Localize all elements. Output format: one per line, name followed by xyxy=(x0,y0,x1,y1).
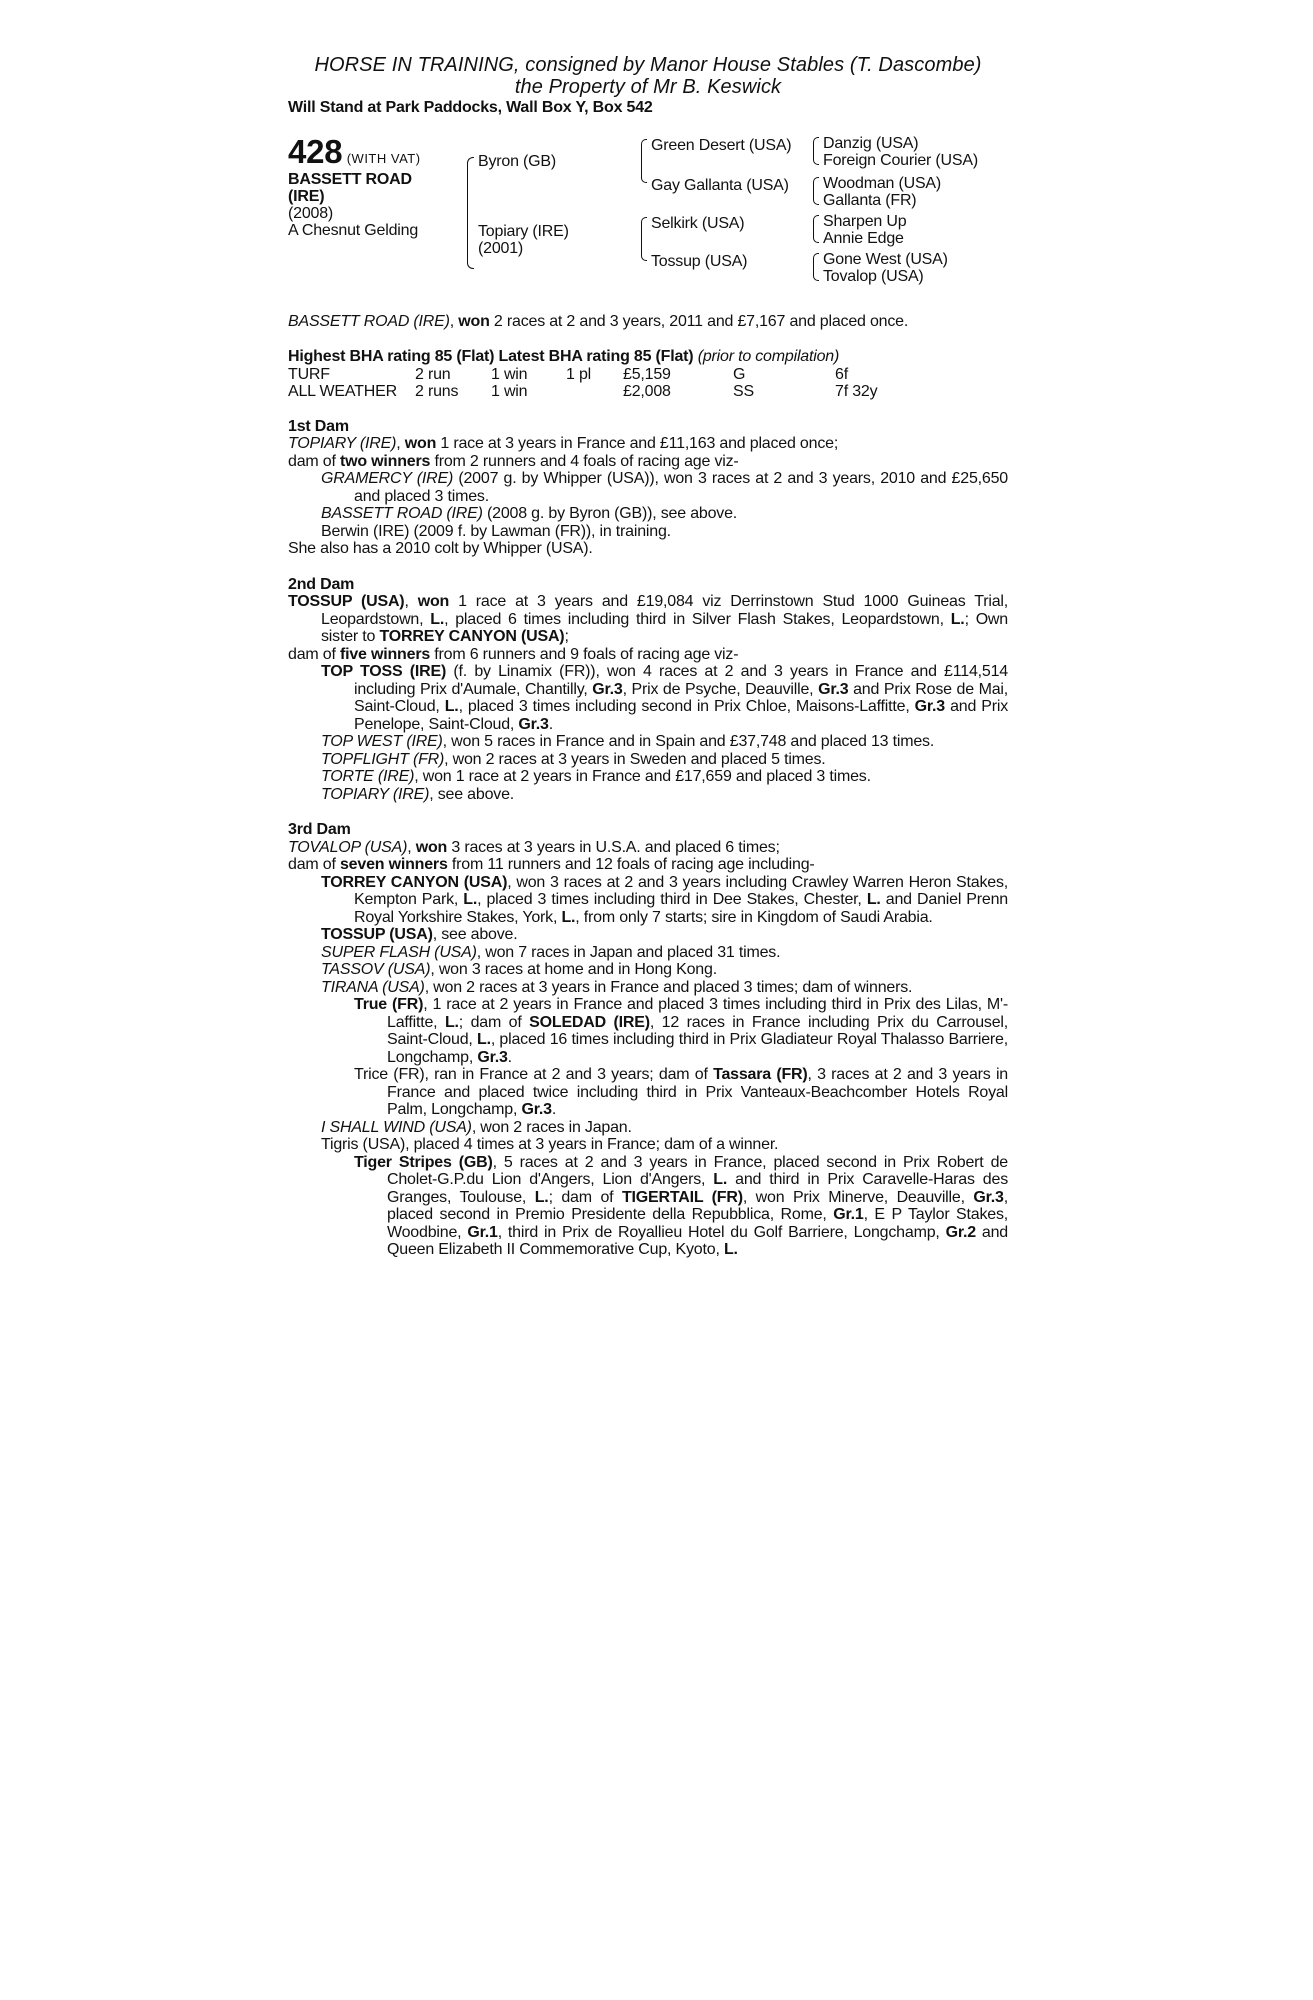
text: 1 race at 3 years and £19,084 viz Derrinstown Stud 1000 Guineas Trial, Leopardstown, xyxy=(321,593,1009,628)
summary-horse-name: BASSETT ROAD (IRE) xyxy=(288,312,450,330)
text: , see above. xyxy=(432,926,518,943)
table-cell: £2,008 xyxy=(623,382,671,400)
progeny-name: TORTE (IRE) xyxy=(321,768,415,785)
text: . xyxy=(507,1048,512,1066)
won-label: won xyxy=(417,593,450,610)
text: ; dam of xyxy=(548,1188,614,1206)
table-cell: 2 run xyxy=(415,365,451,383)
table-cell: 1 pl xyxy=(566,365,591,383)
text: (f. by Linamix (FR)), won 4 races at 2 and 3 years in France and £114,514 including Prix d'Aumale, Chantilly, xyxy=(354,663,1008,698)
grandprogeny-entry xyxy=(288,996,1008,1066)
grade-label: Gr.3 xyxy=(521,1101,552,1118)
text: , from only 7 starts; sire in Kingdom of Saudi Arabia. xyxy=(575,908,933,926)
pedigree-block xyxy=(288,132,1008,295)
text: , won 1 race at 2 years in France and £17,659 and placed 3 times. xyxy=(414,768,871,785)
progeny-name: SOLEDAD (IRE) xyxy=(529,1013,650,1031)
header-property: the Property of Mr B. Keswick xyxy=(514,76,782,98)
gen3-sdd: Gallanta (FR) xyxy=(823,191,917,209)
second-dam-line1: TOSSUP (USA), won 1 race at 3 years and £19,084 viz Derrinstown Stud 1000 Guineas Trial, Leopardstown, L., placed 6 times including third in Silver Flash Stakes, Leopardstown, L.; Own sister to TORREY CANYON (USA); xyxy=(288,593,1009,645)
table-cell: 1 win xyxy=(491,382,528,400)
table-cell: SS xyxy=(733,382,754,400)
grade-label: Gr.3 xyxy=(518,715,549,733)
text: , 5 races at 2 and 3 years in France, placed second in Prix Robert de Cholet-G.P.du Lion d'Angers, Lion d'Angers, xyxy=(387,1153,1008,1188)
progeny-name: TOPIARY (IRE) xyxy=(321,785,430,803)
progeny-entry xyxy=(288,733,1008,751)
grade-label: Gr.1 xyxy=(833,1206,864,1223)
table-cell: G xyxy=(733,365,746,383)
progeny-name: True (FR) xyxy=(354,996,424,1013)
gen3-dss: Sharpen Up xyxy=(823,212,907,230)
text: ; Own sister to xyxy=(321,610,1008,645)
progeny-name: TOSSUP (USA) xyxy=(321,926,433,943)
progeny-name: TIGERTAIL (FR) xyxy=(621,1188,743,1206)
horse-name: BASSETT ROAD xyxy=(288,170,412,188)
text: , see above. xyxy=(429,785,515,803)
summary-text: 2 races at 2 and 3 years, 2011 and £7,167 and placed once. xyxy=(493,312,909,330)
progeny-name: TOPFLIGHT (FR) xyxy=(321,750,445,768)
listed-label: L. xyxy=(430,610,445,628)
text: , Prix de Psyche, Deauville, xyxy=(622,680,814,698)
grandprogeny-entry xyxy=(288,1154,1008,1259)
rating-block xyxy=(288,348,1008,400)
dam-year: (2001) xyxy=(478,239,524,257)
text: (2008 g. by Byron (GB)), see above. xyxy=(487,505,738,522)
sire-dam: Gay Gallanta (USA) xyxy=(651,176,789,194)
brace-gen1 xyxy=(467,157,474,269)
first-dam-note: She also has a 2010 colt by Whipper (USA). xyxy=(288,540,593,557)
text: , won 2 races at 3 years in Sweden and placed 5 times. xyxy=(444,750,826,768)
progeny-entry xyxy=(288,470,1008,505)
race-summary: BASSETT ROAD (IRE), won 2 races at 2 and 3 years, 2011 and £7,167 and placed once. xyxy=(288,312,909,330)
gen3-dds: Gone West (USA) xyxy=(823,250,948,268)
text: from 11 runners and 12 foals of racing age including- xyxy=(451,856,815,873)
table-cell xyxy=(566,383,623,400)
second-dam-section xyxy=(288,576,1008,804)
rating-note: (prior to compilation) xyxy=(697,348,840,365)
horse-description: A Chesnut Gelding xyxy=(288,221,419,239)
progeny-entry xyxy=(288,786,1008,804)
text: , placed 3 times including third in Dee Stakes, Chester, xyxy=(477,891,862,908)
text: , third in Prix de Royallieu Hotel du Golf Barriere, Longchamp, xyxy=(497,1223,940,1241)
sire-sire: Green Desert (USA) xyxy=(651,136,792,154)
dam: Topiary (IRE) xyxy=(478,222,569,240)
text: from 2 runners and 4 foals of racing age viz- xyxy=(434,452,739,470)
text: (2007 g. by Whipper (USA)), won 3 races at 2 and 3 years, 2010 and £25,650 and placed 3 times. xyxy=(354,470,1008,505)
table-row xyxy=(288,383,877,400)
grandprogeny-entry xyxy=(288,1066,1008,1119)
text: and Queen Elizabeth II Commemorative Cup, Kyoto, xyxy=(387,1223,1009,1258)
progeny-entry xyxy=(288,944,1008,962)
text: , won 2 races in Japan. xyxy=(471,1118,632,1136)
second-dam-name: TOSSUP (USA) xyxy=(288,593,405,610)
stand-location: Will Stand at Park Paddocks, Wall Box Y, Box 542 xyxy=(288,99,653,116)
progeny-entry xyxy=(288,979,1008,997)
rating-bold: Highest BHA rating 85 (Flat) Latest BHA rating 85 (Flat) xyxy=(288,348,694,365)
second-dam-title: 2nd Dam xyxy=(288,575,355,593)
progeny-entry xyxy=(288,926,1008,944)
won-label: won xyxy=(404,435,437,452)
text: and Prix Rose de Mai, Saint-Cloud, xyxy=(354,680,1008,715)
progeny-name: Tiger Stripes (GB) xyxy=(354,1153,493,1171)
grade-label: Gr.1 xyxy=(467,1223,498,1241)
grade-label: Gr.3 xyxy=(592,680,623,698)
progeny-entry: Berwin (IRE) (2009 f. by Lawman (FR)), in training. xyxy=(321,522,671,540)
listed-label: L. xyxy=(463,891,478,908)
table-cell: 7f 32y xyxy=(835,382,878,400)
text: dam of xyxy=(288,645,336,663)
third-dam-title: 3rd Dam xyxy=(288,821,351,838)
first-dam-line2 xyxy=(288,453,1008,471)
text: . xyxy=(548,715,553,733)
vat-note: (WITH VAT) xyxy=(346,150,421,166)
text: , 1 race at 2 years in France and placed 3 times including third in Prix des Lilas, M'-Laffitte, xyxy=(387,996,1008,1031)
brace-gen3-4 xyxy=(813,253,819,281)
rating-line xyxy=(288,348,1008,366)
text: from 6 runners and 9 foals of racing age viz- xyxy=(434,645,739,663)
table-cell: 6f xyxy=(835,365,848,383)
text: , E P Taylor Stakes, Woodbine, xyxy=(387,1206,1008,1241)
brace-gen3-3 xyxy=(813,215,819,243)
text: , won 7 races in Japan and placed 31 times. xyxy=(476,943,781,961)
text: and Daniel Prenn Royal Yorkshire Stakes, York, xyxy=(354,891,1009,926)
table-cell: £5,159 xyxy=(623,365,671,383)
third-dam-line2 xyxy=(288,856,1008,874)
progeny-entry xyxy=(288,663,1008,733)
brace-gen3-1 xyxy=(813,137,819,165)
progeny-name: TOP WEST (IRE) xyxy=(321,733,443,750)
grade-label: Gr.3 xyxy=(477,1048,508,1066)
brace-gen2-sire xyxy=(641,139,647,183)
progeny-name: TOP TOSS (IRE) xyxy=(321,663,447,680)
progeny-name: Tassara (FR) xyxy=(713,1066,808,1083)
grade-label: Gr.3 xyxy=(818,680,849,698)
text: dam of xyxy=(288,856,336,873)
text: 1 race at 3 years in France and £11,163 and placed once; xyxy=(440,435,839,452)
listed-label: L. xyxy=(950,610,965,628)
progeny-entry: Tigris (USA), placed 4 times at 3 years in France; dam of a winner. xyxy=(321,1136,779,1153)
text: , won 2 races at 3 years in France and placed 3 times; dam of winners. xyxy=(424,978,913,996)
text: , placed 16 times including third in Prix Gladiateur Royal Thalasso Barriere, Longchamp, xyxy=(387,1031,1008,1066)
gen3-dsd: Annie Edge xyxy=(823,229,904,247)
text: , won Prix Minerve, Deauville, xyxy=(742,1188,965,1206)
gen3-ddd: Tovalop (USA) xyxy=(823,267,924,285)
progeny-entry xyxy=(288,751,1008,769)
second-dam-line2 xyxy=(288,646,1008,664)
third-dam-section xyxy=(288,821,1008,1259)
lot-number: 428 xyxy=(288,132,343,170)
progeny-name: TIRANA (USA) xyxy=(321,978,425,996)
grade-label: Gr.3 xyxy=(973,1188,1004,1206)
first-dam-name: TOPIARY (IRE) xyxy=(288,435,397,452)
text: Trice (FR), ran in France at 2 and 3 years; dam of xyxy=(354,1066,708,1083)
progeny-name: TORREY CANYON (USA) xyxy=(321,873,508,891)
winners-count: five winners xyxy=(339,645,431,663)
text: dam of xyxy=(288,452,336,470)
third-dam-name: TOVALOP (USA) xyxy=(288,838,408,856)
text: ; dam of xyxy=(458,1013,522,1031)
first-dam-section xyxy=(288,418,1008,558)
summary-won: won xyxy=(458,312,490,330)
sibling-name: TORREY CANYON (USA) xyxy=(379,628,565,645)
table-cell: TURF xyxy=(288,365,330,383)
brace-gen2-dam xyxy=(641,217,647,261)
listed-label: L. xyxy=(866,891,881,908)
progeny-name: TASSOV (USA) xyxy=(321,961,431,978)
progeny-entry xyxy=(288,961,1008,979)
text: ; xyxy=(564,628,569,645)
first-dam-line1: TOPIARY (IRE), won 1 race at 3 years in France and £11,163 and placed once; xyxy=(288,435,839,452)
text: , placed second in Premio Presidente della Repubblica, Rome, xyxy=(387,1188,1008,1223)
progeny-entry xyxy=(288,874,1008,927)
won-label: won xyxy=(415,838,448,856)
text: and Prix Penelope, Saint-Cloud, xyxy=(354,698,1009,733)
table-cell: 1 win xyxy=(491,365,528,383)
progeny-name: SUPER FLASH (USA) xyxy=(321,943,477,961)
listed-label: L. xyxy=(534,1188,549,1206)
gen3-ssd: Foreign Courier (USA) xyxy=(823,151,978,169)
race-record-table xyxy=(288,366,877,400)
listed-label: L. xyxy=(477,1031,491,1048)
text: , placed 6 times including third in Silver Flash Stakes, Leopardstown, xyxy=(444,610,944,628)
listed-label: L. xyxy=(723,1241,738,1258)
brace-gen3-2 xyxy=(813,177,819,205)
text: , 3 races at 2 and 3 years in France and placed twice including third in Prix Vanteaux-Beachcomber Hotels Royal Palm, Longchamp, xyxy=(387,1066,1009,1118)
progeny-entry xyxy=(288,1119,1008,1137)
catalogue-page xyxy=(288,54,1008,1259)
grade-label: Gr.2 xyxy=(945,1223,976,1241)
text: , won 3 races at home and in Hong Kong. xyxy=(430,961,717,978)
text: , won 3 races at 2 and 3 years including Crawley Warren Heron Stakes, Kempton Park, xyxy=(354,873,1008,908)
text: 3 races at 3 years in U.S.A. and placed 6 times; xyxy=(451,838,780,856)
gen3-sss: Danzig (USA) xyxy=(823,134,919,152)
text: , won 5 races in France and in Spain and £37,748 and placed 13 times. xyxy=(442,733,935,750)
text: . xyxy=(551,1101,557,1118)
grade-label: Gr.3 xyxy=(914,698,946,715)
progeny-name: I SHALL WIND (USA) xyxy=(321,1118,472,1136)
gen3-sds: Woodman (USA) xyxy=(823,174,942,192)
listed-label: L. xyxy=(444,698,459,715)
dam-sire: Selkirk (USA) xyxy=(651,214,745,232)
third-dam-line1: TOVALOP (USA), won 3 races at 3 years in U.S.A. and placed 6 times; xyxy=(288,838,780,856)
listed-label: L. xyxy=(561,908,576,926)
table-row xyxy=(288,366,877,383)
listed-label: L. xyxy=(444,1013,459,1031)
dam-dam: Tossup (USA) xyxy=(651,252,748,270)
table-cell: 2 runs xyxy=(415,382,459,400)
progeny-entry xyxy=(288,768,1008,786)
listed-label: L. xyxy=(713,1171,728,1188)
winners-count: two winners xyxy=(339,452,431,470)
table-cell: ALL WEATHER xyxy=(288,382,397,400)
winners-count: seven winners xyxy=(339,856,448,873)
text: and third in Prix Caravelle-Haras des Granges, Toulouse, xyxy=(387,1171,1008,1206)
header-consignor: HORSE IN TRAINING, consigned by Manor House Stables (T. Dascombe) xyxy=(314,54,982,76)
progeny-entry xyxy=(288,505,1008,523)
first-dam-title: 1st Dam xyxy=(288,417,349,435)
text: , 12 races in France including Prix du Carrousel, Saint-Cloud, xyxy=(387,1013,1009,1048)
lot-heading xyxy=(288,132,421,170)
sire: Byron (GB) xyxy=(478,152,557,170)
progeny-name: BASSETT ROAD (IRE) xyxy=(321,505,483,522)
foaling-year: (2008) xyxy=(288,204,334,222)
horse-name-suffix: (IRE) xyxy=(288,187,325,205)
text: , placed 3 times including second in Prix Chloe, Maisons-Laffitte, xyxy=(458,698,910,715)
progeny-name: GRAMERCY (IRE) xyxy=(321,470,454,487)
